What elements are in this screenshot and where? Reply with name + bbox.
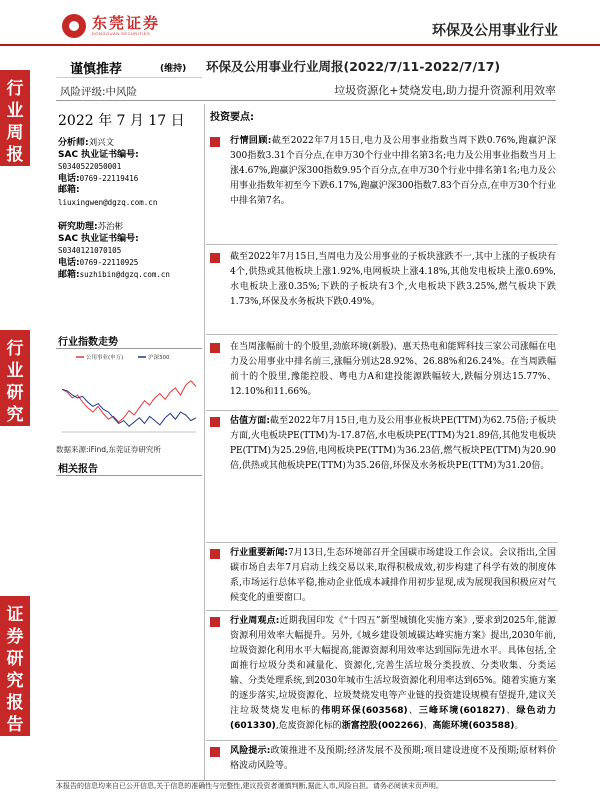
para-stocks: [206, 340, 558, 400]
side-tab-research: [0, 330, 30, 426]
divider: [206, 410, 558, 411]
bullet-icon: [210, 549, 220, 559]
rating-box: [56, 50, 202, 78]
analyst-info: [58, 138, 202, 208]
side-tab-char: 周: [6, 123, 24, 143]
side-tab-char: 报: [6, 145, 24, 165]
side-tab-char: 告: [6, 715, 24, 735]
analyst-tel-label: 电话:: [58, 173, 80, 184]
para-market-review: [206, 134, 558, 209]
legend-label-0: 公用事业(申万): [86, 355, 124, 361]
series-line-0: [62, 381, 196, 422]
para-text: 在当周涨幅前十的个股里,劲旅环境(新股)、惠天热电和能辉科技三家公司涨幅在电力及公用事业中排名前三,涨幅分别达28.92%、26.88%和26.24%。在当周跌幅前十的个股里,豫能控股、粤电力A和建投能源跌幅较大,跌幅分别达15.77%、12.10%和11.66%。: [230, 342, 556, 397]
logo-emblem-icon: [62, 14, 86, 38]
separator: 、: [423, 721, 433, 731]
report-subtitle: 垃圾资源化+焚烧发电,助力提升资源利用效率: [334, 84, 556, 97]
chart-svg: [56, 350, 202, 440]
para-risk: [206, 744, 558, 774]
bullet-icon: [210, 747, 220, 757]
index-trend-chart: [56, 350, 202, 440]
para-subsectors: [206, 250, 558, 310]
side-tab-char: 究: [6, 405, 24, 425]
assistant-sac: S0340121070105: [58, 246, 122, 255]
analyst-email[interactable]: liuxingwen@dgzq.com.cn: [58, 197, 158, 207]
divider: [206, 610, 558, 611]
stock-zhefu: 浙富控股(002266): [341, 721, 424, 731]
side-tab-report: [0, 596, 30, 736]
assistant-email-label: 邮箱:: [58, 270, 80, 280]
stock-sanfeng: 三峰环境(601827): [418, 706, 506, 716]
footer-disclaimer: 本报告的信息均来自已公开信息,关于信息的准确性与完整性,建议投资者谨慎判断,据此入市,风险自担。请务必阅读末页声明。: [56, 782, 443, 790]
header-industry: 环保及公用事业行业: [432, 23, 558, 39]
analyst-sac: S0340522050001: [58, 162, 122, 171]
stock-gaoneng: 高能环境(603588): [432, 721, 515, 731]
assistant-tel: 0769-22110925: [79, 257, 139, 267]
para-weekly-view-body: [206, 614, 558, 734]
assistant-name: 苏治彬: [97, 222, 124, 232]
divider: [206, 244, 558, 245]
rating-label: 谨慎推荐: [70, 62, 123, 77]
page-header: [0, 0, 600, 46]
related-reports-heading: 相关报告: [56, 458, 202, 476]
separator: 、: [505, 706, 517, 716]
side-tab-char: 行: [6, 339, 24, 359]
title-divider: [56, 100, 556, 101]
side-tab-char: 研: [6, 649, 24, 669]
assistant-tel-label: 电话:: [58, 257, 80, 268]
analyst-email-label: 邮箱:: [58, 185, 80, 195]
separator: 、: [407, 706, 419, 716]
legend-label-1: 沪深300: [148, 355, 170, 361]
side-tab-char: 究: [6, 671, 24, 691]
side-tab-char: 行: [6, 79, 24, 99]
risk-rating: 风险评级:中风险: [60, 86, 138, 98]
company-logo: [62, 14, 160, 38]
side-tab-char: 证: [6, 605, 24, 625]
analyst-sac-label: SAC 执业证书编号:: [58, 149, 139, 160]
bullet-icon: [210, 137, 220, 147]
analyst-name: 刘兴文: [88, 138, 115, 148]
para-text: 7月13日,生态环境部召开全国碳市场建设工作会议。会议指出,全国碳市场自去年7月启动上线交易以来,取得积极成效,初步构建了科学有效的制度体系,市场运行总体平稳,推动企业低成本减排作用初步显现,成为展现我国积极应对气候变化的重要窗口。: [230, 548, 556, 603]
report-date: 2022 年 7 月 17 日: [58, 113, 185, 129]
side-tab-char: 券: [6, 627, 24, 647]
analyst-label: 分析师:: [58, 138, 89, 148]
bullet-icon: [210, 253, 220, 263]
side-tab-char: 业: [6, 361, 24, 381]
para-news: [206, 546, 558, 606]
para-lead: 风险提示:: [230, 746, 271, 756]
key-points-heading: 投资要点:: [210, 112, 254, 123]
divider: [206, 542, 558, 543]
para-end: 。: [514, 721, 524, 731]
column-divider: [204, 104, 205, 780]
report-title: 环保及公用事业行业周报(2022/7/11-2022/7/17): [206, 59, 501, 74]
para-lead: 估值方面:: [230, 416, 270, 426]
bullet-icon: [210, 343, 220, 353]
para-text: 截至2022年7月15日,电力及公用事业板块PE(TTM)为62.75倍;子板块方面,火电板块PE(TTM)为-17.87倍,水电板块PE(TTM)为21.89倍,其他发电板块PE(TTM)为25.29倍,电网板块PE(TTM)为36.23倍,燃气板块PE(TTM)为20.90倍,供热或其他板块PE(TTM)为35.26倍,环保及水务板块PE(TTM)为31.20倍。: [230, 416, 556, 471]
para-lead: 行业重要新闻:: [230, 548, 289, 558]
para-text: 近期我国印发《“十四五”新型城镇化实施方案》,要求到2025年,能源资源利用效率大幅提升。另外,《城乡建设领域碳达峰实施方案》提出,2030年前,垃圾资源化利用水平大幅提高,能源资源利用效率达到国际先进水平。具体包括,全面推行垃圾分类和减量化、资源化,完善生活垃圾分类投放、分类收集、分类运输、分类处理系统,到2030年城市生活垃圾资源化利用率达到65%。随着实施方案的逐步落实,垃圾资源化、垃圾焚烧发电等产业链的投资建设规模有望提升,建议关注垃圾焚烧发电标的: [230, 616, 556, 716]
footer-divider: [56, 780, 556, 781]
chart-title: 行业指数走势: [56, 331, 202, 349]
rating-note: (维持): [160, 64, 187, 74]
series-line-1: [62, 389, 196, 426]
stock-weiming: 伟明环保(603568): [321, 706, 408, 716]
side-tab-weekly: [0, 70, 30, 166]
para-lead: 行业周观点:: [230, 616, 280, 626]
divider: [206, 740, 558, 741]
side-tab-char: 报: [6, 693, 24, 713]
left-column: [56, 104, 202, 282]
para-valuation: [206, 414, 558, 474]
logo-name: 东莞证券: [92, 13, 161, 32]
para-text: 截至2022年7月15日,电力及公用事业指数当周下跌0.76%,跑赢沪深300指数3.31个百分点,在申万30个行业中排名第3名;电力及公用事业指数当月上涨4.67%,跑赢沪深300指数9.95个百分点,在申万30个行业中排名第1名;电力及公用事业指数年初至今下跌6.17%,跑赢沪深300指数7.83个百分点,在申万30个行业中排名第7名。: [230, 136, 556, 206]
assistant-sac-label: SAC 执业证书编号:: [58, 233, 139, 244]
assistant-info: [58, 222, 202, 282]
para-text: 截至2022年7月15日,当周电力及公用事业的子板块涨跌不一,其中上涨的子板块有4个,供热或其他板块上涨1.92%,电网板块上涨4.18%,其他发电板块上涨0.69%,水电板块上涨0.35%;下跌的子板块有3个,火电板块下跌3.25%,燃气板块下跌1.73%,环保及水务板块下跌0.49%。: [230, 252, 556, 307]
logo-name-en: DONGGUAN SECURITIES: [92, 30, 151, 36]
divider: [206, 334, 558, 335]
analyst-tel: 0769-22119416: [79, 173, 139, 183]
bullet-icon: [210, 617, 220, 627]
stock-green-power: 绿色动力(601330): [230, 706, 556, 731]
bullet-icon: [210, 417, 220, 427]
assistant-email[interactable]: suzhibin@dgzq.com.cn: [79, 270, 170, 279]
para-text: 政策推进不及预期;经济发展不及预期;项目建设进度不及预期;原材料价格波动风险等。: [230, 746, 556, 771]
main-column: [206, 104, 558, 771]
chart-source: 数据来源:iFind,东莞证券研究所: [56, 445, 161, 454]
assistant-label: 研究助理:: [58, 222, 98, 232]
side-tab-char: 研: [6, 383, 24, 403]
para-text: ,危废资源化标的: [275, 721, 342, 731]
side-tab-char: 业: [6, 101, 24, 121]
para-lead: 行情回顾:: [230, 136, 272, 146]
